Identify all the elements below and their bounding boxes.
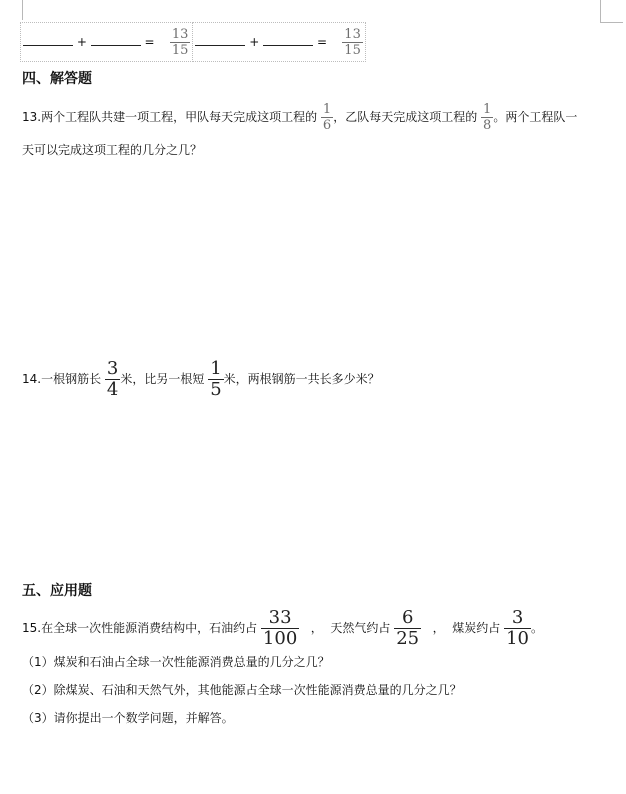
answer-blank[interactable]	[91, 35, 141, 46]
fill-blank-cell	[21, 23, 193, 62]
denominator: 6	[322, 118, 332, 133]
denominator: 8	[483, 118, 492, 133]
question-text: ，乙队每天完成这项工程的	[333, 110, 478, 124]
corner-mark-left	[17, 0, 23, 20]
fill-blank-table	[20, 22, 366, 62]
plus-sign: +	[249, 34, 260, 49]
question-text: 米，比另一根短	[120, 372, 205, 386]
fraction	[342, 28, 363, 57]
question-text: 天然气约占	[330, 621, 391, 635]
question-13	[22, 103, 577, 132]
answer-blank[interactable]	[23, 35, 73, 46]
question-text: 13.两个工程队共建一项工程，甲队每天完成这项工程的	[22, 110, 318, 124]
denominator: 100	[262, 628, 298, 649]
denominator: 25	[396, 628, 420, 649]
denominator: 15	[344, 42, 361, 58]
numerator: 6	[401, 607, 414, 628]
corner-mark-right	[600, 0, 623, 23]
question-13-line2: 天可以完成这项工程的几分之几？	[22, 143, 203, 157]
denominator: 5	[210, 379, 222, 400]
section-heading: 四、解答题	[22, 71, 92, 87]
denominator: 15	[171, 42, 189, 58]
fraction	[170, 28, 191, 57]
numerator: 1	[322, 102, 332, 117]
numerator: 13	[171, 26, 189, 42]
sub-question-3: （3）请你提出一个数学问题，并解答。	[22, 711, 234, 725]
denominator: 10	[506, 628, 529, 649]
fraction	[208, 360, 223, 399]
section-heading: 五、应用题	[22, 583, 92, 599]
equals-sign: =	[144, 34, 155, 49]
fraction	[504, 609, 531, 648]
fill-blank-cell	[193, 23, 365, 62]
denominator: 4	[106, 379, 119, 400]
numerator: 1	[483, 102, 492, 117]
question-text: 。两个工程队一	[493, 110, 578, 124]
numerator: 3	[511, 607, 524, 628]
fraction	[261, 609, 299, 648]
plus-sign: +	[76, 34, 87, 49]
fraction	[321, 103, 333, 132]
separator: ，	[310, 621, 323, 635]
question-text: 煤炭约占	[452, 621, 501, 635]
answer-blank[interactable]	[195, 35, 245, 46]
fraction	[481, 103, 493, 132]
equals-sign: =	[316, 34, 328, 49]
sub-question-1: （1）煤炭和石油占全球一次性能源消费总量的几分之几？	[22, 655, 330, 669]
numerator: 1	[210, 358, 222, 379]
question-text: 米，两根钢筋一共长多少米？	[223, 372, 380, 386]
numerator: 33	[268, 607, 292, 628]
question-15	[22, 609, 543, 648]
numerator: 13	[344, 26, 361, 42]
question-text: 14.一根钢筋长	[22, 372, 102, 386]
question-text: 15.在全球一次性能源消费结构中，石油约占	[22, 621, 258, 635]
answer-blank[interactable]	[263, 35, 313, 46]
separator: ，	[432, 621, 445, 635]
question-14	[22, 360, 380, 399]
question-text: 。	[531, 621, 544, 635]
numerator: 3	[106, 358, 119, 379]
fraction	[394, 609, 421, 648]
fraction	[105, 360, 120, 399]
sub-question-2: （2）除煤炭、石油和天然气外，其他能源占全球一次性能源消费总量的几分之几？	[22, 683, 462, 697]
